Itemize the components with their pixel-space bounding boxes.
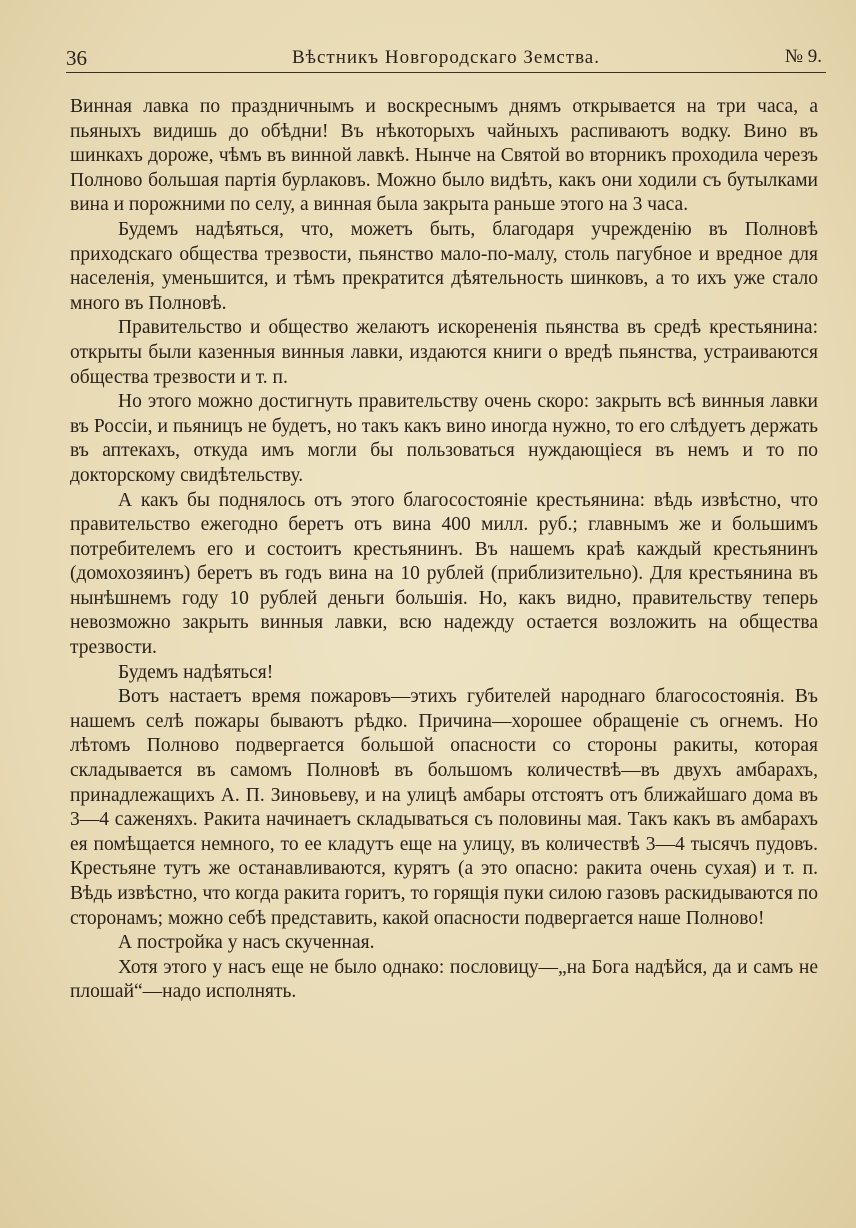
article-body bbox=[70, 95, 818, 1005]
journal-title: Вѣстникъ Новгородскаго Земства. bbox=[292, 47, 600, 68]
running-header bbox=[66, 42, 826, 73]
paragraph: Будемъ надѣяться, что, можетъ быть, благодаря учрежденію въ Полновѣ приходскаго общества трезвости, пьянство мало-по-малу, столь пагубное и вредное для населенія, уменьшится, и тѣмъ прекратится дѣятельность шинковъ, а то ихъ уже стало много въ Полновѣ. bbox=[70, 218, 818, 314]
paragraph: А какъ бы поднялось отъ этого благосостояніе крестьянина: вѣдь извѣстно, что правительство ежегодно беретъ отъ вина 400 милл. руб.; главнымъ же и большимъ потребителемъ его и состоитъ крестьянинъ. Въ нашемъ краѣ каждый крестьянинъ (домохозяинъ) беретъ въ годъ вина на 10 рублей (приблизительно). Для крестьянина въ нынѣшнемъ году 10 рублей деньги большія. Но, какъ видно, правительству теперь невозможно закрыть винныя лавки, всю надежду остается возложить на общества трезвости. bbox=[70, 489, 818, 659]
paragraph: Правительство и общество желаютъ искорененія пьянства въ средѣ крестьянина: открыты были казенныя винныя лавки, издаются книги о вредѣ пьянства, устраиваются общества трезвости и т. п. bbox=[70, 317, 818, 388]
paragraph: А постройка у насъ скученная. bbox=[118, 932, 375, 954]
paragraph: Винная лавка по праздничнымъ и воскреснымъ днямъ открывается на три часа, а пьяныхъ видишь до обѣдни! Въ нѣкоторыхъ чайныхъ распиваютъ водку. Вино въ шинкахъ дороже, чѣмъ въ винной лавкѣ. Нынче на Святой во вторникъ проходила черезъ Полново большая партія бурлаковъ. Можно было видѣть, какъ они ходили съ бутылками вина и порожними по селу, а винная была закрыта раньше этого на 3 часа. bbox=[70, 96, 818, 216]
paragraph: Хотя этого у насъ еще не было однако: пословицу—„на Бога надѣйся, да и самъ не плошай“—надо исполнять. bbox=[70, 956, 818, 1003]
paragraph: Вотъ настаетъ время пожаровъ—этихъ губителей народнаго благосостоянія. Въ нашемъ селѣ пожары бываютъ рѣдко. Причина—хорошее обращеніе съ огнемъ. Но лѣтомъ Полново подвергается большой опасности со стороны ракиты, которая складывается въ самомъ Полновѣ въ большомъ количествѣ—въ двухъ амбарахъ, принадлежащихъ А. П. Зиновьеву, и на улицѣ амбары отстоятъ отъ ближайшаго дома въ 3—4 саженяхъ. Ракита начинаетъ складываться съ половины мая. Такъ какъ въ амбарахъ ея помѣщается немного, то ее кладутъ еще на улицу, въ количествѣ 3—4 тысячъ пудовъ. Крестьяне тутъ же останавливаются, курятъ (а это опасно: ракита очень сухая) и т. п. Вѣдь извѣстно, что когда ракита горитъ, то горящія пуки силою газовъ раскидываются по сторонамъ; можно себѣ представить, какой опасности подвергается наше Полново! bbox=[70, 686, 818, 929]
paragraph: Но этого можно достигнуть правительству очень скоро: закрыть всѣ винныя лавки въ Россіи, и пьяницъ не будетъ, но такъ какъ вино иногда нужно, то его слѣдуетъ держать въ аптекахъ, откуда имъ могли бы пользоваться нуждающіеся въ немъ и то по докторскому свидѣтельству. bbox=[70, 391, 818, 486]
paragraph: Будемъ надѣяться! bbox=[118, 661, 274, 683]
page-number: 36 bbox=[66, 46, 87, 70]
issue-number: № 9. bbox=[784, 46, 822, 67]
